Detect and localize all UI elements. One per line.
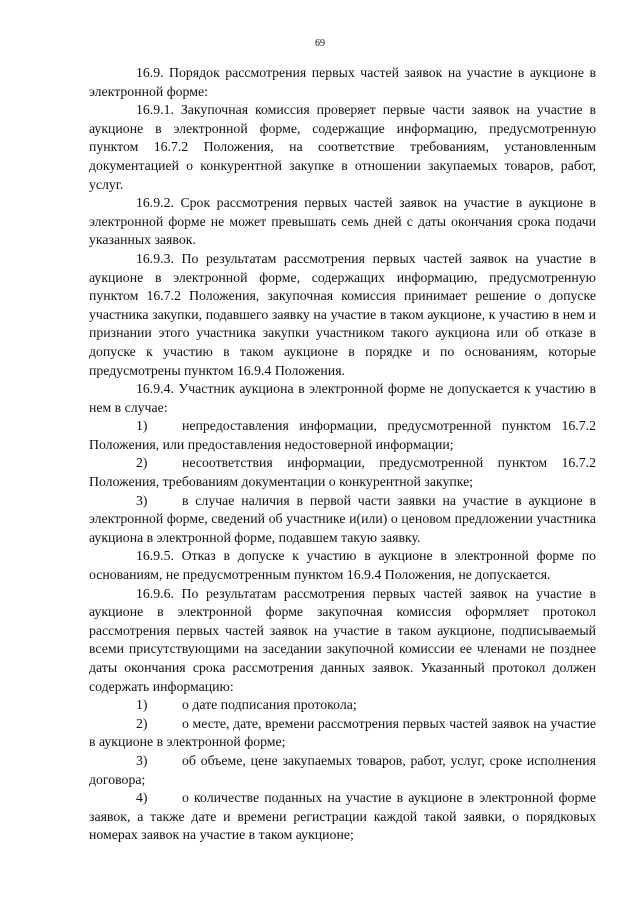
list-item-number: 2) [136, 455, 148, 471]
paragraph-16-9-6: 16.9.6. По результатам рассмотрения первых частей заявок на участие в аукционе в электронной форме закупочная комиссия оформляет протокол рассмотрения первых частей заявок на участие в таком аукционе, подписываемый всеми присутствующими на заседании закупочной комиссии ее членами не позднее даты окончания срока рассмотрения данных заявок. Указанный протокол должен содержать информацию: [89, 585, 596, 694]
list-item-number: 4) [136, 790, 148, 806]
list-item-text: о месте, дате, времени рассмотрения первых частей заявок на участие в аукционе в электронной форме; [89, 715, 596, 750]
page-number: 69 [315, 38, 325, 49]
list-item-number: 1) [136, 418, 148, 434]
list-item-number: 2) [136, 715, 148, 731]
list-item-text: в случае наличия в первой части заявки на участие в аукционе в электронной форме, сведений об участнике и(или) о ценовом предложении участника аукциона в электронной форме, подавшем такую заявку. [89, 492, 596, 545]
list-item-number: 3) [136, 752, 148, 768]
paragraph-16-9-5: 16.9.5. Отказ в допуске к участию в аукционе в электронной форме по основаниям, не предусмотренным пунктом 16.9.4 Положения, не допускается. [89, 548, 596, 583]
paragraph-16-9-1: 16.9.1. Закупочная комиссия проверяет первые части заявок на участие в аукционе в электронной форме, содержащие информацию, предусмотренную пунктом 16.7.2 Положения, на соответствие требованиям, установленным документацией о конкурентной закупке в отношении закупаемых товаров, работ, услуг. [89, 102, 596, 192]
list-item-text: о количестве поданных на участие в аукционе в электронной форме заявок, а также дате и времени регистрации каждой такой заявки, о порядковых номерах заявок на участие в таком аукционе; [89, 790, 596, 843]
list-item [89, 492, 596, 548]
list-item [89, 417, 596, 454]
paragraph-16-9-3: 16.9.3. По результатам рассмотрения первых частей заявок на участие в аукционе в электронной форме, содержащих информацию, предусмотренную пунктом 16.7.2 Положения, закупочная комиссия принимает решение о допуске участника закупки, подавшего заявку на участие в таком аукционе, к участию в нем и признании этого участника закупки участником такого аукциона или об отказе в допуске к участию в таком аукционе в порядке и по основаниям, которые предусмотрены пунктом 16.9.4 Положения. [89, 250, 596, 378]
list-item-text: несоответствия информации, предусмотренной пунктом 16.7.2 Положения, требованиям документации о конкурентной закупке; [89, 455, 596, 490]
list-item-text: об объеме, цене закупаемых товаров, работ, услуг, сроке исполнения договора; [89, 752, 596, 787]
list-item-text: непредоставления информации, предусмотренной пунктом 16.7.2 Положения, или предоставления недостоверной информации; [89, 418, 596, 452]
list-item-text: о дате подписания протокола; [182, 697, 357, 713]
list-item [89, 715, 596, 752]
document-body [89, 64, 596, 845]
list-item-number: 1) [136, 697, 148, 713]
list-item [89, 696, 596, 715]
paragraph-16-9: 16.9. Порядок рассмотрения первых частей заявок на участие в аукционе в электронной форме: [89, 65, 596, 99]
list-item [89, 454, 596, 491]
paragraph-16-9-2: 16.9.2. Срок рассмотрения первых частей заявок на участие в аукционе в электронной форме не может превышать семь дней с даты окончания срока подачи указанных заявок. [89, 195, 596, 248]
list-item-number: 3) [136, 492, 148, 508]
list-item [89, 789, 596, 845]
list-item [89, 752, 596, 789]
paragraph-16-9-4: 16.9.4. Участник аукциона в электронной форме не допускается к участию в нем в случае: [89, 381, 596, 415]
